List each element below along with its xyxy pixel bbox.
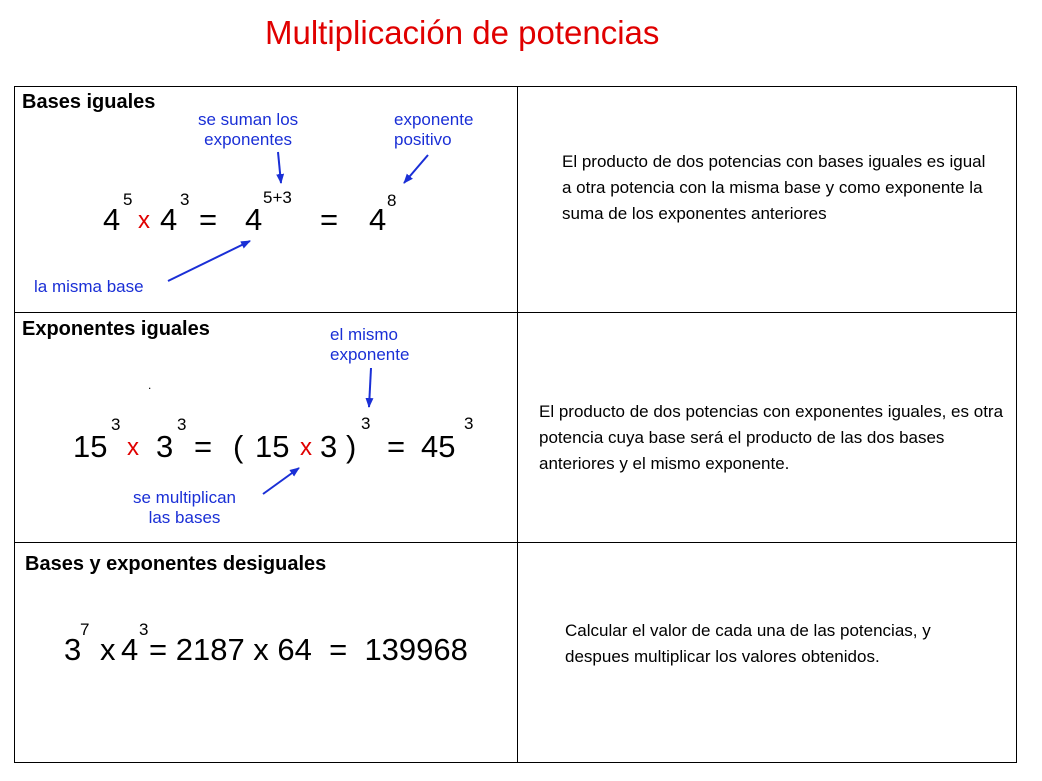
section-heading-bases-iguales: Bases iguales bbox=[22, 91, 156, 113]
expr2-d-base: 45 bbox=[421, 429, 456, 464]
expr2-a-exponent: 3 bbox=[111, 415, 121, 434]
expr1-a-exponent: 5 bbox=[123, 190, 133, 209]
stray-dot: . bbox=[148, 378, 152, 392]
section-heading-exponentes-iguales: Exponentes iguales bbox=[22, 318, 210, 340]
expr2-a-base: 15 bbox=[73, 429, 108, 464]
expr2-d-exponent: 3 bbox=[464, 414, 474, 433]
annotation-same-exponent bbox=[330, 325, 409, 365]
expr2-paren-exponent: 3 bbox=[361, 414, 371, 433]
annotation-sum-exponents bbox=[198, 110, 298, 150]
expr1-a-base: 4 bbox=[103, 202, 121, 237]
cell-rule-2 bbox=[14, 312, 518, 543]
expr1-equals-2: = bbox=[320, 202, 339, 237]
expr2-equals-1: = bbox=[194, 429, 213, 464]
description-exponentes-iguales: El producto de dos potencias con exponentes iguales, es otra potencia cuya base será el producto de las dos bases anteriores y el mismo exponente. bbox=[539, 402, 1004, 473]
expr2-c-first: 15 bbox=[255, 429, 290, 464]
annotation-line: exponente bbox=[394, 110, 474, 129]
expr2-left-paren: ( bbox=[233, 429, 244, 464]
expr3-result: = 2187 x 64 = 139968 bbox=[149, 632, 468, 667]
annotation-line: exponentes bbox=[204, 130, 293, 149]
annotation-line: se multiplican bbox=[133, 488, 236, 507]
expr2-c-second: 3 bbox=[320, 429, 338, 464]
expr1-b-exponent: 3 bbox=[180, 190, 190, 209]
expr3-a-exponent: 7 bbox=[80, 620, 90, 639]
expr2-equals-2: = bbox=[387, 429, 406, 464]
expr2-b-base: 3 bbox=[156, 429, 174, 464]
annotation-line: se suman los bbox=[198, 110, 299, 129]
annotation-line: positivo bbox=[394, 130, 452, 149]
section-heading-desiguales: Bases y exponentes desiguales bbox=[25, 553, 327, 575]
annotation-positive-exponent bbox=[394, 110, 473, 150]
annotation-line: el mismo bbox=[330, 325, 399, 344]
expr1-b-base: 4 bbox=[160, 202, 178, 237]
expr3-multiply-sign: x bbox=[100, 632, 116, 667]
expr1-equals-1: = bbox=[199, 202, 218, 237]
annotation-multiply-bases bbox=[133, 488, 236, 528]
annotation-line: las bases bbox=[148, 508, 221, 527]
expr2-b-exponent: 3 bbox=[177, 415, 187, 434]
expr3-b-base: 4 bbox=[121, 632, 139, 667]
expr1-c-exponent: 5+3 bbox=[263, 188, 292, 207]
expr3-b-exponent: 3 bbox=[139, 620, 149, 639]
expr2-multiply-sign-1: x bbox=[127, 434, 139, 461]
expr2-right-paren: ) bbox=[346, 429, 357, 464]
description-bases-iguales: El producto de dos potencias con bases iguales es igual a otra potencia con la misma base y como exponente la suma de los exponentes anteriores bbox=[562, 152, 986, 223]
expr2-multiply-sign-2: x bbox=[300, 434, 312, 461]
annotation-same-base: la misma base bbox=[34, 277, 144, 296]
expr1-d-exponent: 8 bbox=[387, 191, 397, 210]
expr1-c-base: 4 bbox=[245, 202, 263, 237]
annotation-line: exponente bbox=[330, 345, 410, 364]
expr3-a-base: 3 bbox=[64, 632, 82, 667]
page-title: Multiplicación de potencias bbox=[265, 14, 660, 51]
expr1-multiply-sign: x bbox=[138, 207, 150, 234]
description-desiguales: Calcular el valor de cada una de las potencias, y despues multiplicar los valores obtenidos. bbox=[565, 621, 931, 666]
expr1-d-base: 4 bbox=[369, 202, 387, 237]
